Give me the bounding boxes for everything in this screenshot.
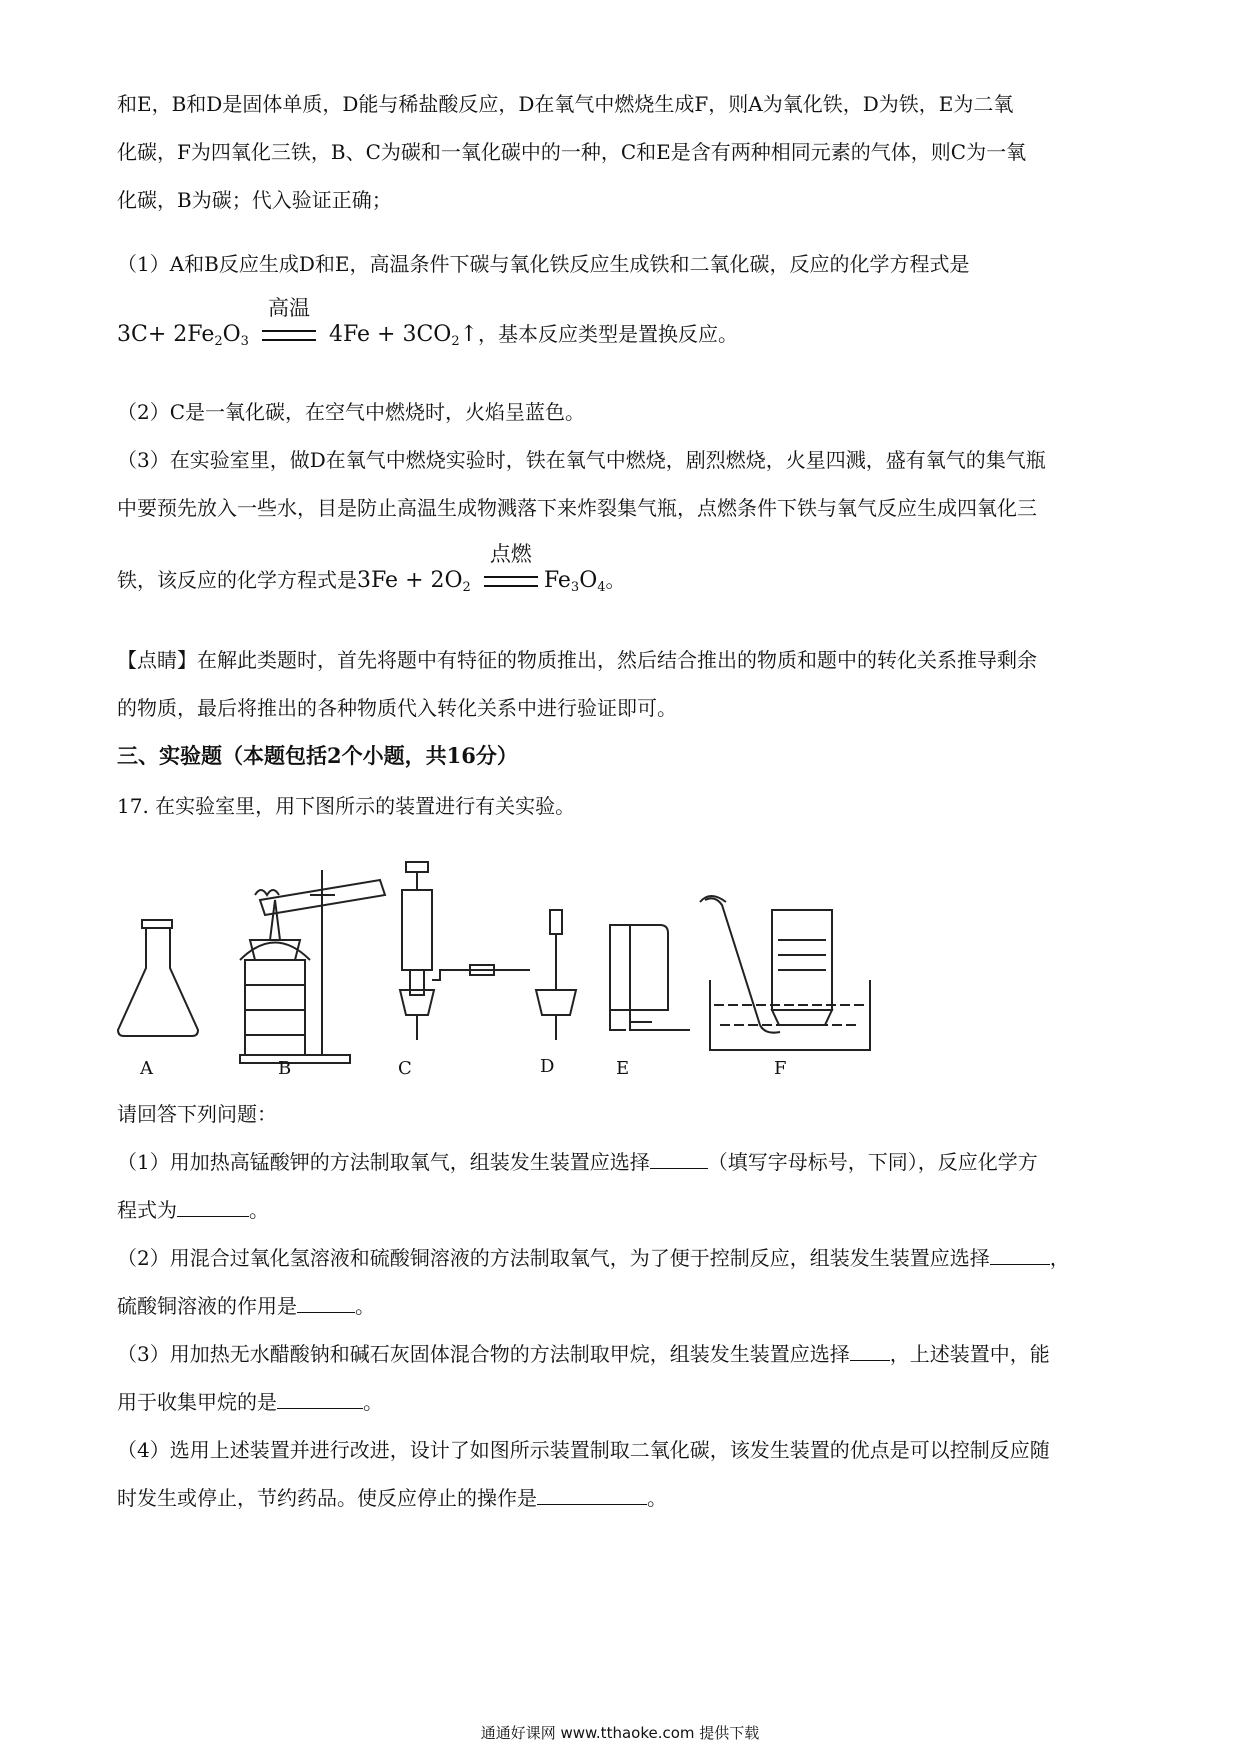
figure-label-c: C bbox=[398, 1058, 412, 1079]
q1-text: 程式为 bbox=[117, 1198, 177, 1222]
text-line: （1）A和B反应生成D和E，高温条件下碳与氧化铁反应生成铁和二氧化碳，反应的化学方程式是 bbox=[117, 252, 970, 276]
figure-label-a: A bbox=[140, 1058, 153, 1079]
conical-flask-a bbox=[118, 920, 198, 1036]
text-line: （3）在实验室里，做D在氧气中燃烧实验时，铁在氧气中燃烧，剧烈燃烧，火星四溅，盛有氧气的集气瓶 bbox=[117, 448, 1046, 472]
stopper-d bbox=[536, 910, 576, 1040]
condition-label: 点燃 bbox=[489, 542, 532, 566]
equals-bar bbox=[484, 576, 538, 587]
eq-sub: 3 bbox=[240, 334, 249, 349]
eq-sub: 3 bbox=[570, 580, 580, 595]
answer-blank[interactable] bbox=[177, 1196, 249, 1217]
q1-text: （1）用加热高锰酸钾的方法制取氧气，组装发生装置应选择 bbox=[117, 1150, 650, 1174]
eq-tail: ，基本反应类型是置换反应。 bbox=[478, 322, 739, 346]
apparatus-figure bbox=[110, 840, 930, 1080]
question-17: 17. 在实验室里，用下图所示的装置进行有关实验。 bbox=[117, 794, 576, 818]
text-line: 的物质，最后将推出的各种物质代入转化关系中进行验证即可。 bbox=[117, 696, 677, 720]
question-1-line-1 bbox=[117, 1148, 1127, 1176]
eq-tail: 。 bbox=[605, 568, 626, 592]
text-line: 和E，B和D是固体单质，D能与稀盐酸反应，D在氧气中燃烧生成F，则A为氧化铁，D为铁，E为二氧 bbox=[117, 92, 1014, 116]
figure-label-b: B bbox=[278, 1058, 292, 1079]
q3-text: 用于收集甲烷的是 bbox=[117, 1390, 277, 1414]
figure-label-e: E bbox=[616, 1058, 630, 1079]
q1-text: （填写字母标号，下同），反应化学方 bbox=[707, 1150, 1038, 1174]
q2-text: （2）用混合过氧化氢溶液和硫酸铜溶液的方法制取氧气，为了便于控制反应，组装发生装置应选择 bbox=[117, 1246, 990, 1270]
reaction-condition bbox=[262, 296, 316, 349]
eq-part: O bbox=[222, 322, 241, 347]
chemical-equation-1 bbox=[117, 296, 739, 356]
answer-blank[interactable] bbox=[990, 1244, 1050, 1265]
text-line: 化碳，F为四氧化三铁，B、C为碳和一氧化碳中的一种，C和E是含有两种相同元素的气体，则C为一氧 bbox=[117, 140, 1027, 164]
question-2-line-2 bbox=[117, 1292, 1127, 1320]
eq-sub: 2 bbox=[462, 580, 471, 595]
q2-text: 硫酸铜溶液的作用是 bbox=[117, 1294, 297, 1318]
figure-label-d: D bbox=[540, 1056, 555, 1077]
answer-blank[interactable] bbox=[277, 1388, 363, 1409]
q1-text: 。 bbox=[249, 1198, 269, 1222]
reaction-condition bbox=[484, 542, 538, 595]
q2-text: ， bbox=[1049, 1246, 1070, 1270]
collection-bottle-e bbox=[610, 925, 690, 1030]
eq-part: 3C+ 2Fe bbox=[117, 322, 215, 347]
equals-bar bbox=[262, 330, 316, 341]
condition-label: 高温 bbox=[267, 296, 310, 320]
eq-sub: 4 bbox=[597, 580, 606, 595]
answer-blank[interactable] bbox=[850, 1340, 890, 1361]
section-heading: 三、实验题（本题包括2个小题，共16分） bbox=[117, 743, 518, 768]
eq-part: 3Fe + 2O bbox=[357, 568, 463, 593]
text-line: 【点睛】在解此类题时，首先将题中有特征的物质推出，然后结合推出的物质和题中的转化关系推导剩余 bbox=[117, 648, 1037, 672]
answer-blank[interactable] bbox=[537, 1484, 647, 1505]
text-line: （2）C是一氧化碳，在空气中燃烧时，火焰呈蓝色。 bbox=[117, 400, 586, 424]
chemical-equation-2 bbox=[117, 542, 626, 602]
text-line: 中要预先放入一些水，目是防止高温生成物溅落下来炸裂集气瓶，点燃条件下铁与氧气反应生成四氧化三 bbox=[117, 496, 1037, 520]
eq-sub: 2 bbox=[214, 334, 223, 349]
question-3-line-1 bbox=[117, 1340, 1127, 1368]
eq-part: Fe bbox=[543, 568, 571, 593]
question-4-line-2 bbox=[117, 1484, 1127, 1512]
question-2-line-1 bbox=[117, 1244, 1127, 1272]
text-line: 化碳，B为碳；代入验证正确； bbox=[117, 188, 392, 212]
prompt-text: 请回答下列问题： bbox=[117, 1102, 277, 1126]
figure-label-f: F bbox=[774, 1058, 787, 1079]
q3-text: ，上述装置中，能 bbox=[889, 1342, 1050, 1366]
water-trough-f bbox=[700, 896, 870, 1050]
heating-setup-b bbox=[240, 870, 385, 1063]
question-1-line-2 bbox=[117, 1196, 1127, 1224]
question-3-line-2 bbox=[117, 1388, 1127, 1416]
answer-blank[interactable] bbox=[297, 1292, 355, 1313]
eq-part: 4Fe + 3CO bbox=[328, 322, 452, 347]
eq-sub: 2 bbox=[451, 334, 460, 349]
apparatus-drawing bbox=[110, 840, 930, 1080]
q2-text: 。 bbox=[355, 1294, 375, 1318]
answer-blank[interactable] bbox=[650, 1148, 708, 1169]
gas-arrow: ↑ bbox=[459, 322, 479, 347]
q3-text: 。 bbox=[363, 1390, 383, 1414]
page-footer: 通通好课网 www.tthaoke.com 提供下载 bbox=[480, 1724, 760, 1742]
syringe-c bbox=[400, 862, 530, 1040]
eq-prefix: 铁，该反应的化学方程式是 bbox=[117, 568, 357, 592]
eq-part: O bbox=[579, 568, 598, 593]
q4-text: 时发生或停止，节约药品。使反应停止的操作是 bbox=[117, 1486, 537, 1510]
question-4-line-1: （4）选用上述装置并进行改进，设计了如图所示装置制取二氧化碳，该发生装置的优点是可以控制反应随 bbox=[117, 1438, 1050, 1462]
q3-text: （3）用加热无水醋酸钠和碱石灰固体混合物的方法制取甲烷，组装发生装置应选择 bbox=[117, 1342, 850, 1366]
q4-text: 。 bbox=[647, 1486, 667, 1510]
